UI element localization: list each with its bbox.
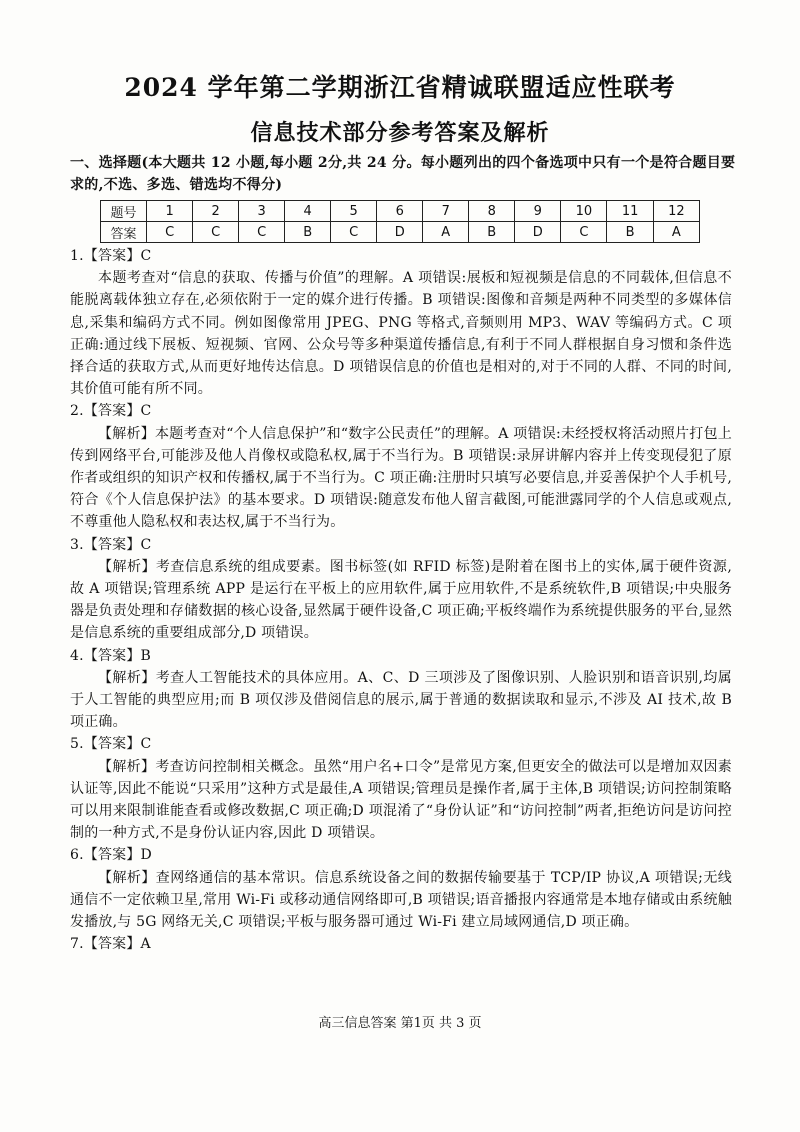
question-number: 11 [607,201,653,222]
question-number: 2 [193,201,239,222]
question-number: 5 [331,201,377,222]
question-number: 10 [561,201,607,222]
question-number: 8 [469,201,515,222]
answer-cell: C [147,222,193,243]
question-number: 6 [377,201,423,222]
explanation: 【解析】考查信息系统的组成要素。图书标签(如 RFID 标签)是附着在图书上的实体,属于硬件资源,故 A 项错误;管理系统 APP 是运行在平板上的应用软件,属于应用软件,不是系统软件,B 项错误;中央服务器是负责处理和存储数据的核心设备,显然属于硬件设备,C 项正确;平板终端作为系统提供服务的平台,显然是信息系统的重要组成部分,D 项错误。 [70,558,732,642]
explanation: 本题考查对“信息的获取、传播与价值”的理解。A 项错误:展板和短视频是信息的不同载体,但信息不能脱离载体独立存在,必须依附于一定的媒介进行传播。B 项错误:图像和音频是两种不同类型的多媒体信息,采集和编码方式不同。例如图像常用 JPEG、PNG 等格式,音频则用 MP3、WAV 等编码方式。C 项正确:通过线下展板、短视频、官网、公众号等多种渠道传播信息,有利于不同人群根据自身习惯和条件选择合适的获取方式,从而更好地传达信息。D 项错误信息的价值也是相对的,对于不同的人群、不同的时间,其价值可能有所不同。 [70,270,732,398]
answer-cell: B [607,222,653,243]
answer-table-number-row [101,201,700,222]
question-number: 1 [147,201,193,222]
answer-line: 5.【答案】C [70,736,152,753]
answer-line: 6.【答案】D [70,847,152,864]
explanation: 【解析】考查访问控制相关概念。虽然“用户名+口令”是常见方案,但更安全的做法可以是增加双因素认证等,因此不能说“只采用”这种方式是最佳,A 项错误;管理员是操作者,属于主体,B 项错误;访问控制策略可以用来限制谁能查看或修改数据,C 项正确;D 项混淆了“身份认证”和“访问控制”两者,拒绝访问是访问控制的一种方式,不是身份认证内容,因此 D 项错误。 [70,758,732,842]
explanation: 【解析】考查人工智能技术的具体应用。A、C、D 三项涉及了图像识别、人脸识别和语音识别,均属于人工智能的典型应用;而 B 项仅涉及借阅信息的展示,属于普通的数据读取和显示,不涉及 AI 技术,故 B 项正确。 [70,669,732,731]
answer-cell: B [285,222,331,243]
page-footer: 高三信息答案 第1页 共 3 页 [318,1016,482,1031]
answer-cell: D [377,222,423,243]
section-heading: 一、选择题(本大题共 12 小题,每小题 2分,共 24 分。每小题列出的四个备选项中只有一个是符合题目要求的,不选、多选、错选均不得分) [70,155,736,193]
table-row-label: 答案 [101,222,147,243]
answer-cell: C [331,222,377,243]
answer-line: 3.【答案】C [70,536,152,553]
question-number: 4 [285,201,331,222]
answer-cell: B [469,222,515,243]
answer-table-answer-row [101,222,700,243]
explanation: 【解析】本题考查对“个人信息保护”和“数字公民责任”的理解。A 项错误:未经授权将活动照片打包上传到网络平台,可能涉及他人肖像权或隐私权,属于不当行为。B 项错误:录屏讲解内容并上传变现侵犯了原作者或组织的知识产权和传播权,属于不当行为。C 项正确:注册时只填写必要信息,并妥善保护个人手机号,符合《个人信息保护法》的基本要求。D 项错误:随意发布他人留言截图,可能泄露同学的个人信息或观点,不尊重他人隐私权和表达权,属于不当行为。 [70,425,732,531]
page-title: 2024 学年第二学期浙江省精诚联盟适应性联考 [124,73,676,102]
question-number: 7 [423,201,469,222]
explanations [70,245,732,956]
answer-table [100,200,700,243]
answer-cell: C [193,222,239,243]
table-row-label: 题号 [101,201,147,222]
answer-cell: C [561,222,607,243]
page-subtitle: 信息技术部分参考答案及解析 [250,120,550,146]
answer-cell: D [515,222,561,243]
answer-line: 7.【答案】A [70,936,151,953]
answer-cell: A [423,222,469,243]
question-number: 12 [653,201,699,222]
answer-cell: A [653,222,699,243]
answer-cell: C [239,222,285,243]
question-number: 9 [515,201,561,222]
explanation: 【解析】查网络通信的基本常识。信息系统设备之间的数据传输要基于 TCP/IP 协议,A 项错误;无线通信不一定依赖卫星,常用 Wi-Fi 或移动通信网络即可,B 项错误;语音播报内容通常是本地存储或由系统触发播放,与 5G 网络无关,C 项错误;平板与服务器可通过 Wi-Fi 建立局域网通信,D 项正确。 [70,869,732,931]
answer-line: 2.【答案】C [70,403,152,420]
answer-line: 4.【答案】B [70,647,152,664]
question-number: 3 [239,201,285,222]
answer-line: 1.【答案】C [70,248,152,264]
